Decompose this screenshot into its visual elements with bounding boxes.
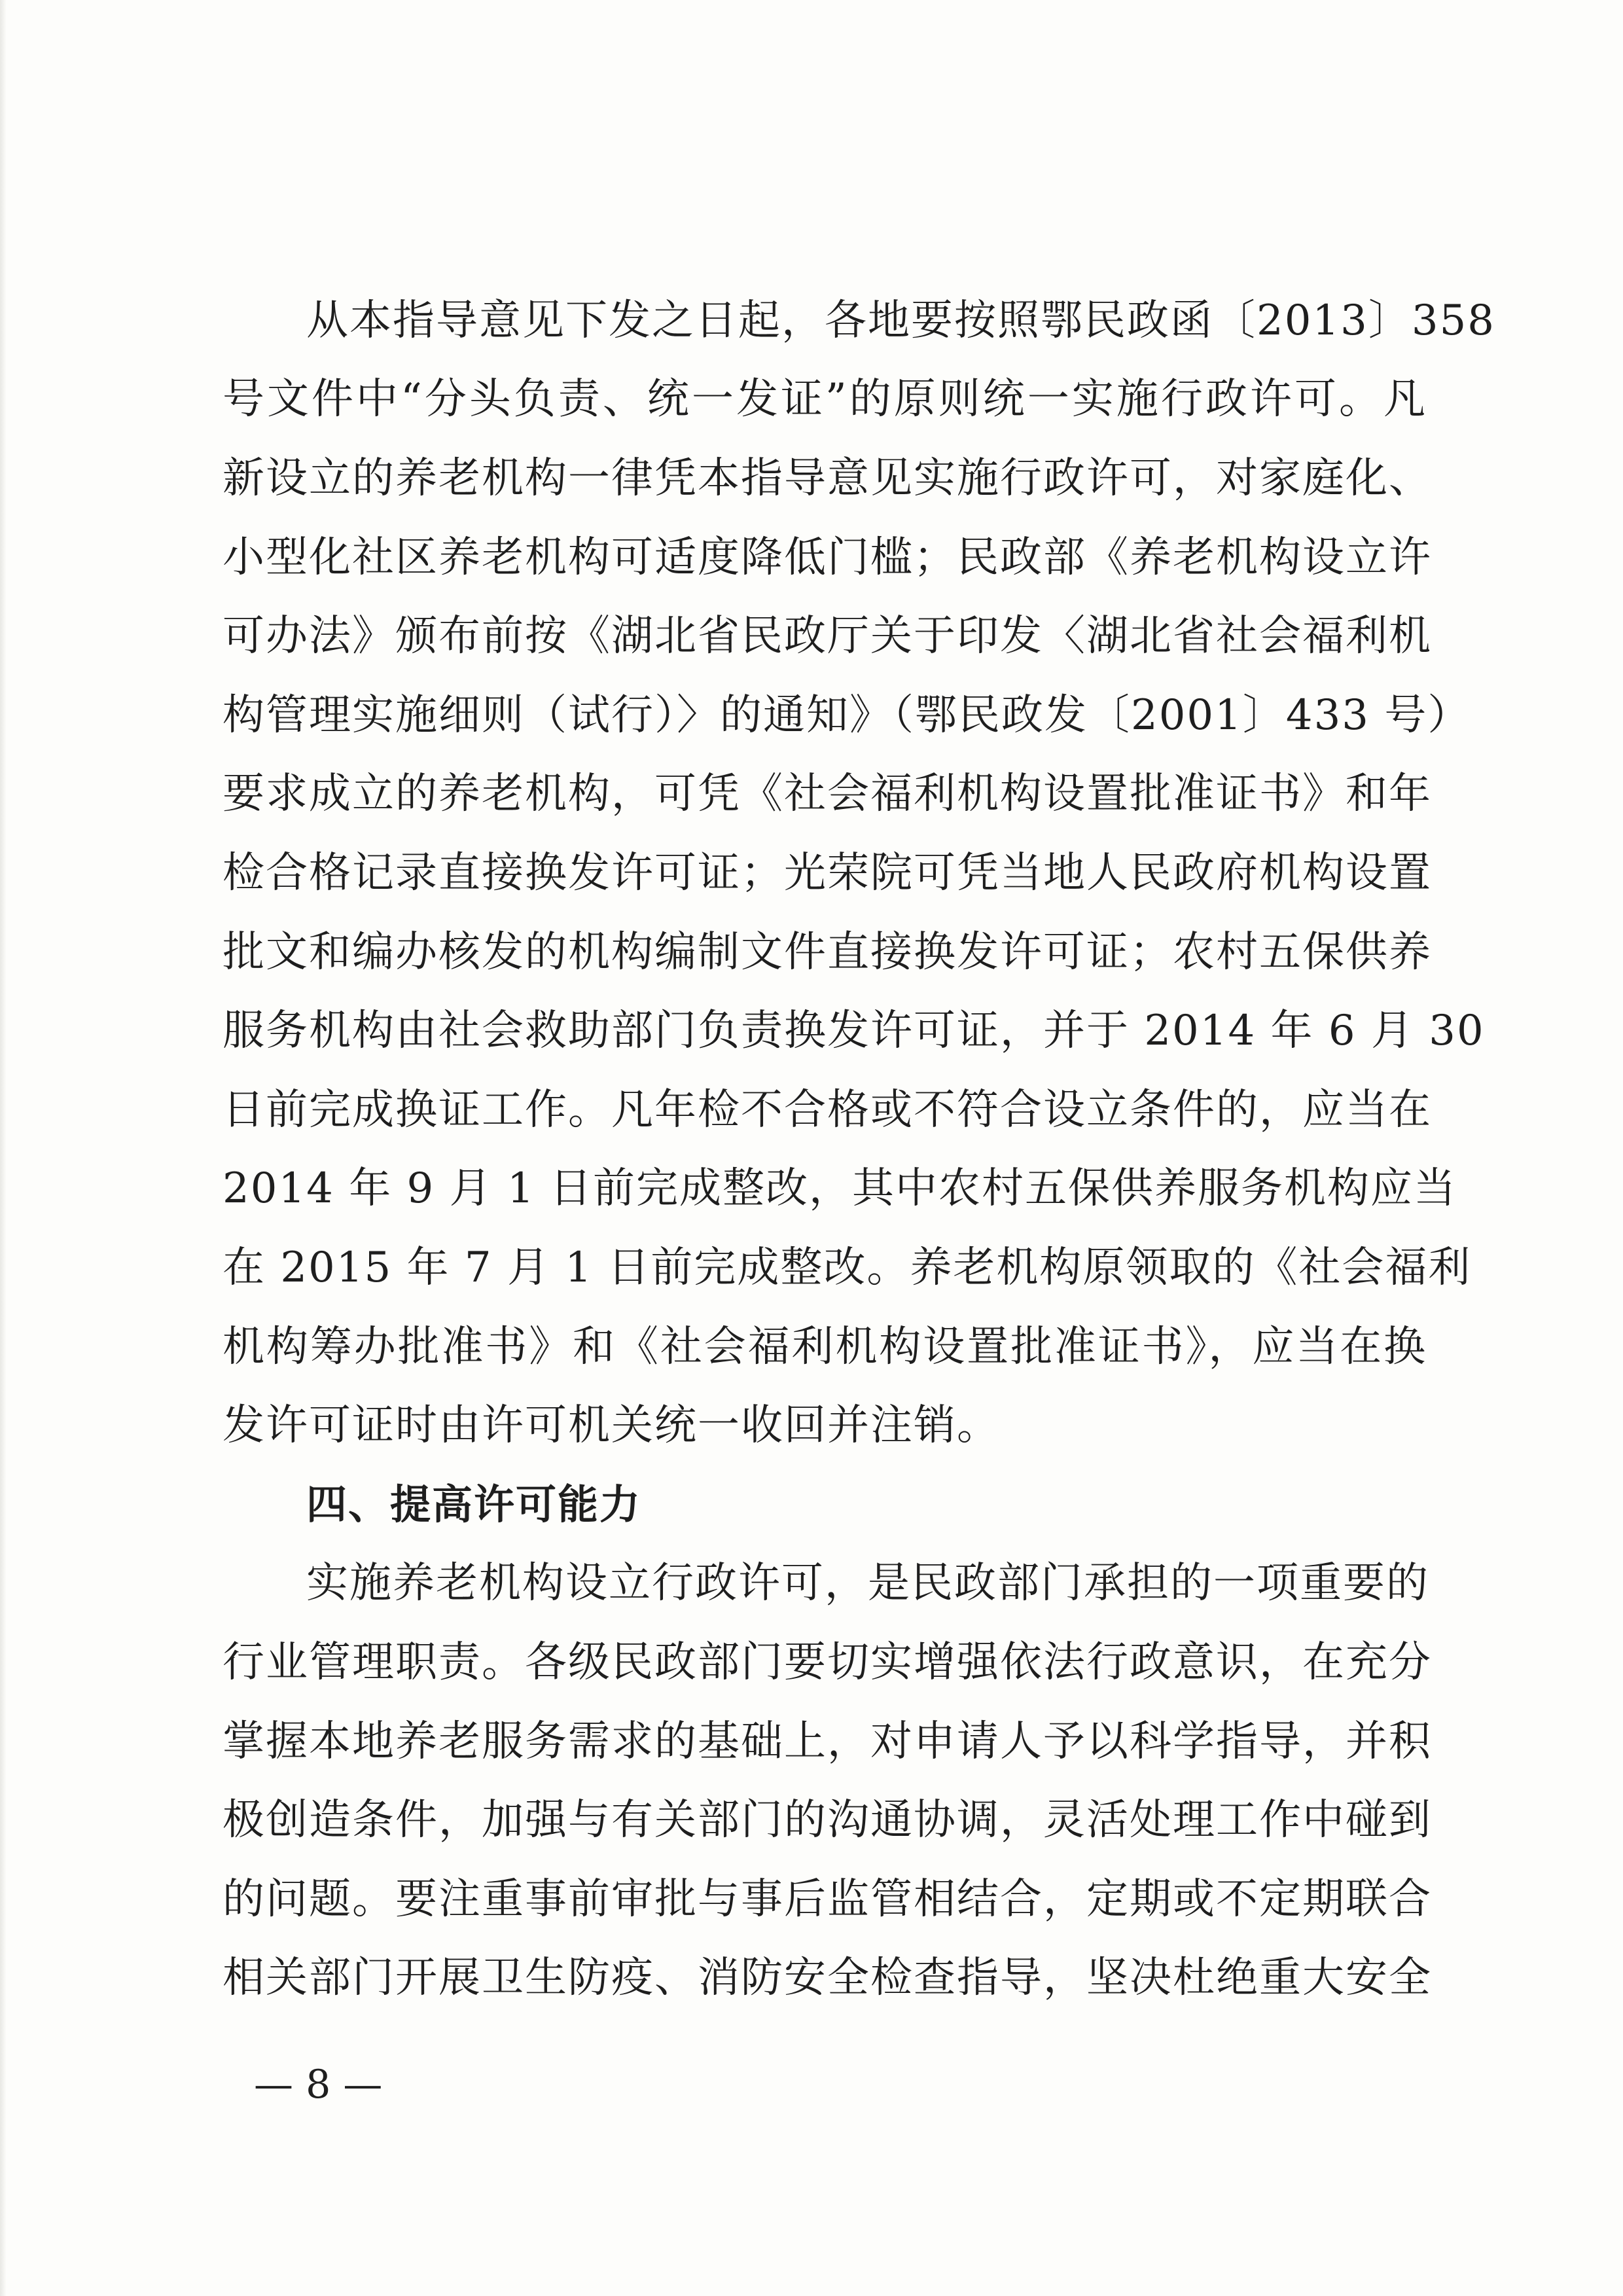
- paragraph-line: 机构筹办批准书》和《社会福利机构设置批准证书》，应当在换: [223, 1323, 1427, 1371]
- paragraph-line: 行业管理职责。各级民政部门要切实增强依法行政意识，在充分: [223, 1638, 1432, 1687]
- paragraph-line: 可办法》颁布前按《湖北省民政厅关于印发〈湖北省社会福利机: [223, 612, 1432, 660]
- paragraph-line: 构管理实施细则（试行）〉的通知》（鄂民政发〔2001〕433 号）: [223, 691, 1471, 740]
- paragraph-line: 的问题。要注重事前审批与事后监管相结合，定期或不定期联合: [223, 1875, 1432, 1924]
- section-heading: 四、提高许可能力: [306, 1480, 642, 1528]
- paragraph-line: 日前完成换证工作。凡年检不合格或不符合设立条件的，应当在: [223, 1086, 1432, 1134]
- paragraph-line: 发许可证时由许可机关统一收回并注销。: [223, 1401, 1000, 1450]
- paragraph-line: 新设立的养老机构一律凭本指导意见实施行政许可，对家庭化、: [223, 454, 1432, 503]
- paragraph-line: 检合格记录直接换发许可证；光荣院可凭当地人民政府机构设置: [223, 849, 1432, 897]
- paragraph-line: 掌握本地养老服务需求的基础上，对申请人予以科学指导，并积: [223, 1717, 1432, 1766]
- paragraph-line: 批文和编办核发的机构编制文件直接换发许可证；农村五保供养: [223, 928, 1432, 977]
- paragraph-line: 号文件中“分头负责、统一发证”的原则统一实施行政许可。凡: [223, 375, 1427, 423]
- scan-edge: [0, 0, 7, 2296]
- paragraph-line: 小型化社区养老机构可适度降低门槛；民政部《养老机构设立许: [223, 533, 1432, 582]
- paragraph-line: 服务机构由社会救助部门负责换发许可证，并于 2014 年 6 月 30: [223, 1007, 1485, 1055]
- page-number: — 8 —: [254, 2062, 383, 2108]
- paragraph-line: 2014 年 9 月 1 日前完成整改，其中农村五保供养服务机构应当: [223, 1164, 1457, 1213]
- paragraph-line: 在 2015 年 7 月 1 日前完成整改。养老机构原领取的《社会福利: [223, 1244, 1472, 1292]
- paragraph-line: 实施养老机构设立行政许可，是民政部门承担的一项重要的: [306, 1559, 1429, 1607]
- paragraph-line: 相关部门开展卫生防疫、消防安全检查指导，坚决杜绝重大安全: [223, 1954, 1432, 2002]
- paragraph-line: 要求成立的养老机构，可凭《社会福利机构设置批准证书》和年: [223, 770, 1432, 818]
- paragraph-line: 从本指导意见下发之日起，各地要按照鄂民政函〔2013〕358: [306, 296, 1496, 345]
- paragraph-line: 极创造条件，加强与有关部门的沟通协调，灵活处理工作中碰到: [223, 1796, 1432, 1844]
